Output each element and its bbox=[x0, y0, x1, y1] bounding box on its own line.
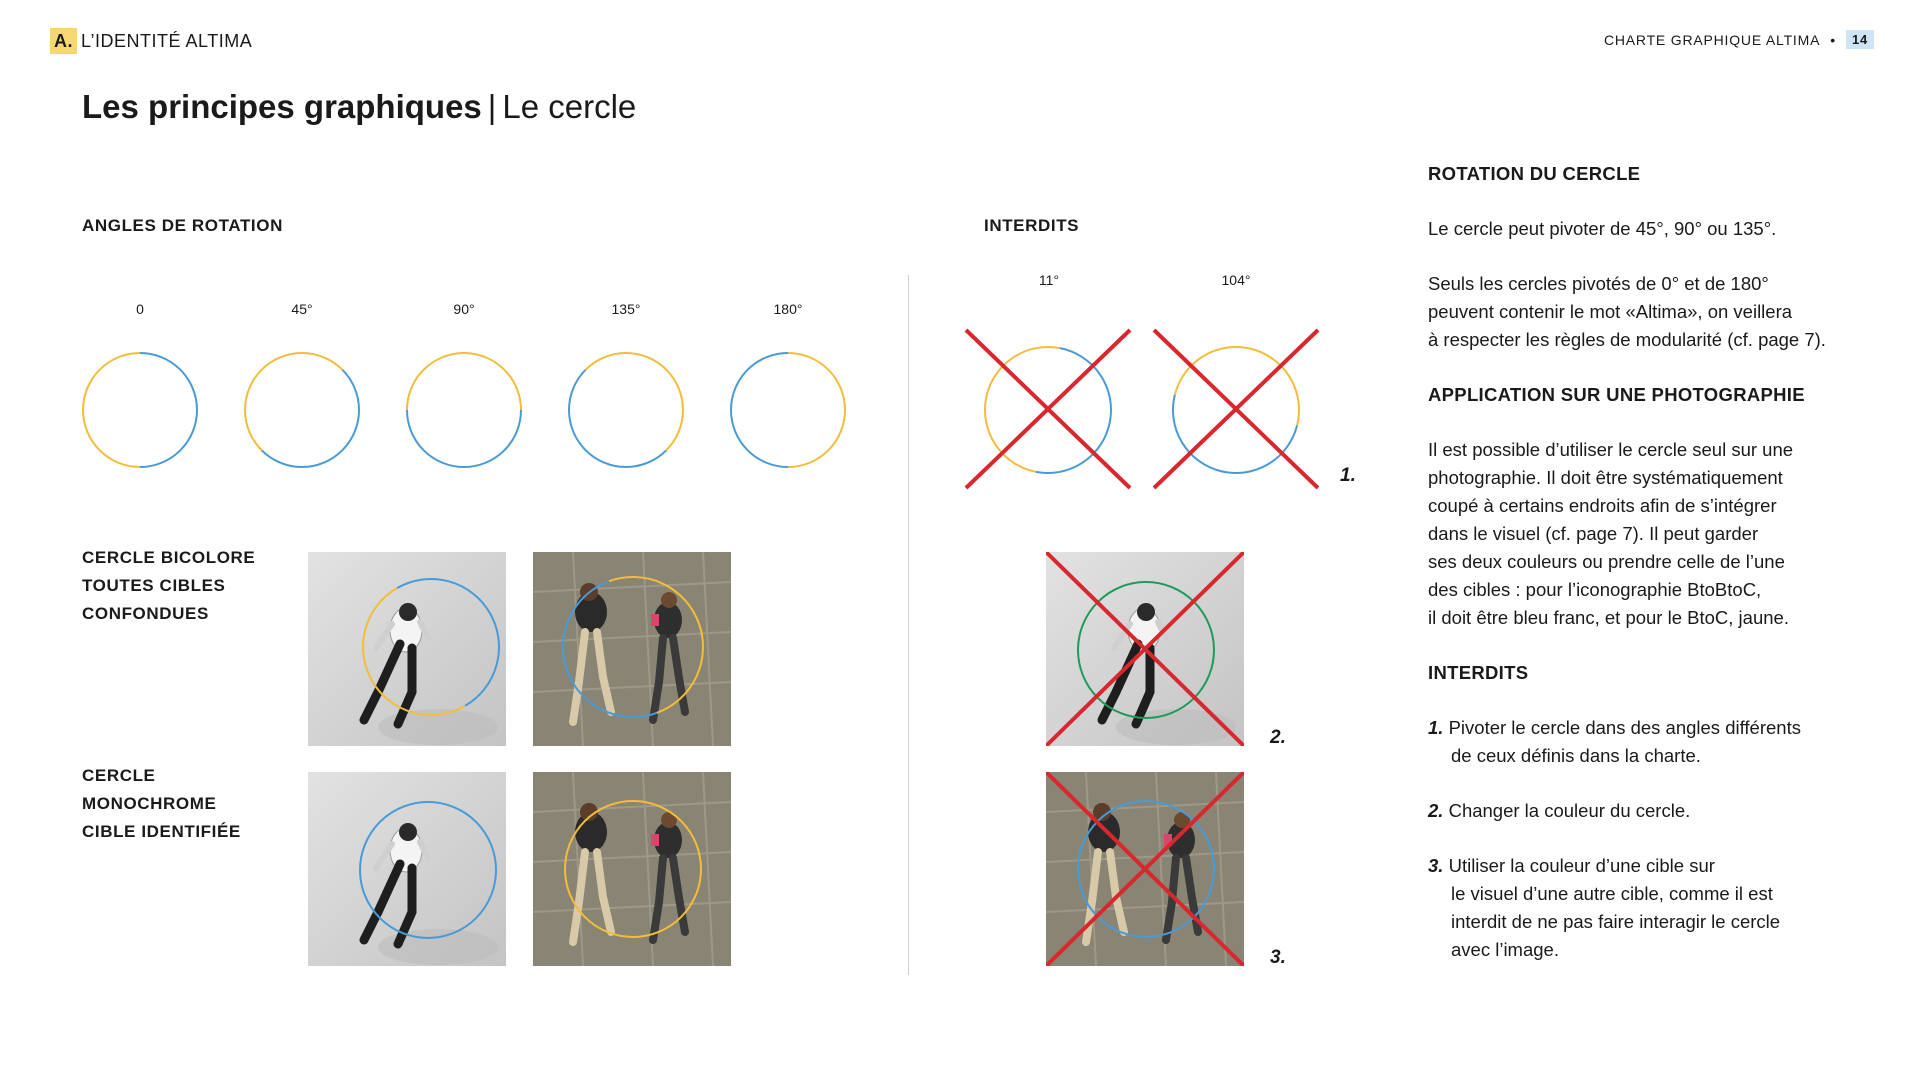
photo-heading: APPLICATION SUR UNE PHOTOGRAPHIE bbox=[1428, 384, 1805, 405]
bicolore-line: CONFONDUES bbox=[82, 604, 209, 623]
interdits-rules-heading: INTERDITS bbox=[1428, 662, 1529, 683]
angle-label-0: 0 bbox=[136, 301, 144, 317]
photo-single-bicolore bbox=[308, 552, 506, 746]
rule-1 bbox=[1428, 714, 1898, 770]
photo-forbidden-color bbox=[1046, 552, 1244, 746]
rotation-heading: ROTATION DU CERCLE bbox=[1428, 163, 1641, 184]
forbidden-cross-1 bbox=[1154, 330, 1318, 488]
section-letter: A. bbox=[50, 28, 77, 54]
angle-label-90: 90° bbox=[453, 301, 475, 317]
angles-heading: ANGLES DE ROTATION bbox=[82, 216, 283, 235]
header-separator: • bbox=[1830, 31, 1836, 48]
rule-number: 2. bbox=[1428, 800, 1444, 821]
rotation-text: Le cercle peut pivoter de 45°, 90° ou 135°. bbox=[1428, 218, 1777, 239]
rotation-circle-4 bbox=[731, 353, 845, 467]
document-reference bbox=[1604, 30, 1874, 49]
interdits-heading: INTERDITS bbox=[984, 216, 1080, 235]
paragraph-line: Il est possible d’utiliser le cercle seul sur une bbox=[1428, 439, 1794, 460]
rule-2 bbox=[1428, 797, 1898, 825]
forbidden-mark-1: 1. bbox=[1340, 465, 1356, 486]
bicolore-line: CERCLE BICOLORE bbox=[82, 548, 256, 567]
rule-text: Changer la couleur du cercle. bbox=[1448, 800, 1691, 821]
monochrome-line: MONOCHROME bbox=[82, 794, 217, 813]
photo-forbidden-target bbox=[1046, 772, 1244, 966]
rotation-circle-0 bbox=[83, 353, 197, 467]
paragraph-line: peuvent contenir le mot «Altima», on veillera bbox=[1428, 301, 1793, 322]
forbidden-mark-2: 2. bbox=[1270, 727, 1286, 748]
section-name: L’IDENTITÉ ALTIMA bbox=[81, 30, 253, 51]
page-title bbox=[82, 88, 636, 126]
bicolore-line: TOUTES CIBLES bbox=[82, 576, 226, 595]
page-title-separator: | bbox=[487, 88, 497, 125]
rule-number: 3. bbox=[1428, 855, 1444, 876]
rule-text: interdit de ne pas faire interagir le cercle bbox=[1451, 911, 1781, 932]
page-title-sub: Le cercle bbox=[502, 88, 637, 125]
monochrome-line: CIBLE IDENTIFIÉE bbox=[82, 822, 241, 841]
forbidden-mark-3: 3. bbox=[1270, 947, 1286, 968]
bicolore-label bbox=[82, 544, 255, 628]
rotation-circle-3 bbox=[545, 340, 706, 480]
paragraph-line: coupé à certains endroits afin de s’intégrer bbox=[1428, 495, 1777, 516]
paragraph-line: des cibles : pour l’iconographie BtoBtoC, bbox=[1428, 579, 1762, 600]
rotation-paragraph bbox=[1428, 270, 1898, 354]
angle-label-135: 135° bbox=[611, 301, 641, 317]
forbidden-angle-11: 11° bbox=[1038, 272, 1060, 288]
rule-3 bbox=[1428, 852, 1898, 964]
rotation-circles bbox=[70, 340, 870, 480]
section-tag bbox=[50, 28, 252, 54]
paragraph-line: ses deux couleurs ou prendre celle de l’une bbox=[1428, 551, 1785, 572]
photo-single-monochrome bbox=[308, 772, 506, 966]
forbidden-angle-104: 104° bbox=[1221, 272, 1251, 288]
rule-number: 1. bbox=[1428, 717, 1444, 738]
angle-label-45: 45° bbox=[291, 301, 313, 317]
paragraph-line: photographie. Il doit être systématiquement bbox=[1428, 467, 1783, 488]
guidelines-column bbox=[1428, 160, 1898, 964]
paragraph-line: il doit être bleu franc, et pour le BtoC, jaune. bbox=[1428, 607, 1789, 628]
photo-duo-bicolore bbox=[533, 552, 731, 746]
paragraph-line: Seuls les cercles pivotés de 0° et de 180° bbox=[1428, 273, 1769, 294]
monochrome-label bbox=[82, 762, 241, 846]
rule-text: le visuel d’une autre cible, comme il est bbox=[1451, 883, 1773, 904]
rotation-circle-1 bbox=[221, 340, 382, 480]
rotation-circle-2 bbox=[407, 353, 521, 467]
rule-text: de ceux définis dans la charte. bbox=[1451, 745, 1701, 766]
monochrome-line: CERCLE bbox=[82, 766, 156, 785]
paragraph-line: dans le visuel (cf. page 7). Il peut garder bbox=[1428, 523, 1759, 544]
forbidden-rotation-circles bbox=[960, 322, 1330, 497]
angle-label-180: 180° bbox=[773, 301, 803, 317]
page-number: 14 bbox=[1846, 30, 1874, 49]
column-divider bbox=[908, 275, 909, 975]
photo-duo-monochrome bbox=[533, 772, 731, 966]
rule-text: avec l’image. bbox=[1451, 939, 1559, 960]
photo-paragraph bbox=[1428, 436, 1898, 632]
rule-text: Utiliser la couleur d’une cible sur bbox=[1448, 855, 1715, 876]
page-title-main: Les principes graphiques bbox=[82, 88, 482, 125]
forbidden-cross-0 bbox=[966, 330, 1130, 488]
paragraph-line: à respecter les règles de modularité (cf. page 7). bbox=[1428, 329, 1826, 350]
rule-text: Pivoter le cercle dans des angles différents bbox=[1448, 717, 1801, 738]
document-title: CHARTE GRAPHIQUE ALTIMA bbox=[1603, 31, 1821, 48]
